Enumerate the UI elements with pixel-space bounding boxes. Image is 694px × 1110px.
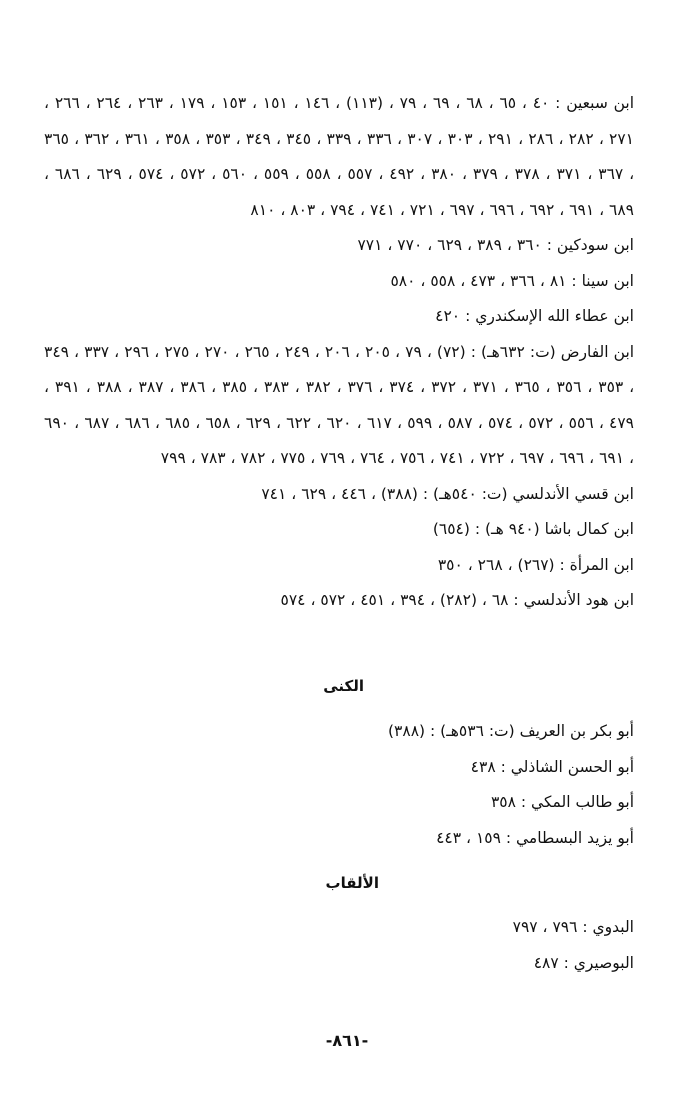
kunya-index-section [44,714,634,856]
index-entry-ibn-sina: ابن سينا : ٨١ ، ٣٦٦ ، ٤٧٣ ، ٥٥٨ ، ٥٨٠ [390,271,634,290]
index-entry-ibn-hud: ابن هود الأندلسي : ٦٨ ، (٢٨٢) ، ٣٩٤ ، ٤٥١ ، ٥٧٢ ، ٥٧٤ [280,591,634,609]
index-entry-ibn-qasi: ابن قسي الأندلسي (ت: ٥٤٠هـ) : (٣٨٨) ، ٤٤٦ ، ٦٢٩ ، ٧٤١ [261,484,634,503]
index-entry-abu-bakr-ibn-al-arif: أبو بكر بن العريف (ت: ٥٣٦هـ) : (٣٨٨) [387,722,634,740]
index-entry-ibn-sawdakin: ابن سودكين : ٣٦٠ ، ٣٨٩ ، ٦٢٩ ، ٧٧٠ ، ٧٧١ [357,236,634,254]
names-index-section [44,86,634,619]
index-entry-abu-talib-al-makki: أبو طالب المكي : ٣٥٨ [490,793,634,811]
index-entry-ibn-kamal-pasha: ابن كمال باشا (٩٤٠ هـ) : (٦٥٤) [432,520,634,538]
index-entry-abu-yazid-al-bistami: أبو يزيد البسطامي : ١٥٩ ، ٤٤٣ [436,828,634,847]
alqab-heading: الألقاب [325,874,379,892]
index-entry-al-busiri: البوصيري : ٤٨٧ [533,953,634,972]
index-entry-ibn-ataillah: ابن عطاء الله الإسكندري : ٤٢٠ [435,307,634,325]
index-entry-ibn-sabin: ابن سبعين : ٤٠ ، ٦٥ ، ٦٨ ، ٦٩ ، ٧٩ ، (١١٣) ، ١٤٦ ، ١٥١ ، ١٥٣ ، ١٧٩ ، ٢٦٣ ، ٢٦٤ ، ٢٦٦ ، ٢٧١ ، ٢٨٢ ، ٢٨٦ ، ٢٩١ ، ٣٠٣ ، ٣٠٧ ، ٣٣٦ ، ٣٣٩ ، ٣٤٥ ، ٣٤٩ ، ٣٥٣ ، ٣٥٨ ، ٣٦١ ، ٣٦٢ ، ٣٦٥ ، ٣٦٧ ، ٣٧١ ، ٣٧٨ ، ٣٧٩ ، ٣٨٠ ، ٤٩٢ ، ٥٥٧ ، ٥٥٨ ، ٥٥٩ ، ٥٦٠ ، ٥٧٢ ، ٥٧٤ ، ٦٢٩ ، ٦٨٦ ، ٦٨٩ ، ٦٩١ ، ٦٩٢ ، ٦٩٦ ، ٦٩٧ ، ٧٢١ ، ٧٤١ ، ٧٩٤ ، ٨٠٣ ، ٨١٠ [44,94,635,219]
alqab-index-section [44,910,634,981]
index-entry-ibn-al-marah: ابن المرأة : (٢٦٧) ، ٢٦٨ ، ٣٥٠ [437,555,634,574]
index-entry-abu-al-hasan-al-shadhili: أبو الحسن الشاذلي : ٤٣٨ [470,757,634,776]
index-entry-al-badawi: البدوي : ٧٩٦ ، ٧٩٧ [512,918,634,936]
page-number: -٨٦١- [325,1031,369,1050]
kunya-heading: الكنى [323,677,364,695]
index-entry-ibn-al-farid: ابن الفارض (ت: ٦٣٢هـ) : (٧٢) ، ٧٩ ، ٢٠٥ ، ٢٠٦ ، ٢٤٩ ، ٢٦٥ ، ٢٧٠ ، ٢٧٥ ، ٢٩٦ ، ٣٣٧ ، ٣٤٩ ، ٣٥٣ ، ٣٥٦ ، ٣٦٥ ، ٣٧١ ، ٣٧٢ ، ٣٧٤ ، ٣٧٦ ، ٣٨٢ ، ٣٨٣ ، ٣٨٥ ، ٣٨٦ ، ٣٨٧ ، ٣٨٨ ، ٣٩١ ، ٤٧٩ ، ٥٥٦ ، ٥٧٢ ، ٥٧٤ ، ٥٨٧ ، ٥٩٩ ، ٦١٧ ، ٦٢٠ ، ٦٢٢ ، ٦٢٩ ، ٦٥٨ ، ٦٨٥ ، ٦٨٦ ، ٦٨٧ ، ٦٩٠ ، ٦٩١ ، ٦٩٦ ، ٦٩٧ ، ٧٢٢ ، ٧٤١ ، ٧٥٦ ، ٧٦٤ ، ٧٦٩ ، ٧٧٥ ، ٧٨٢ ، ٧٨٣ ، ٧٩٩ [44,342,635,467]
